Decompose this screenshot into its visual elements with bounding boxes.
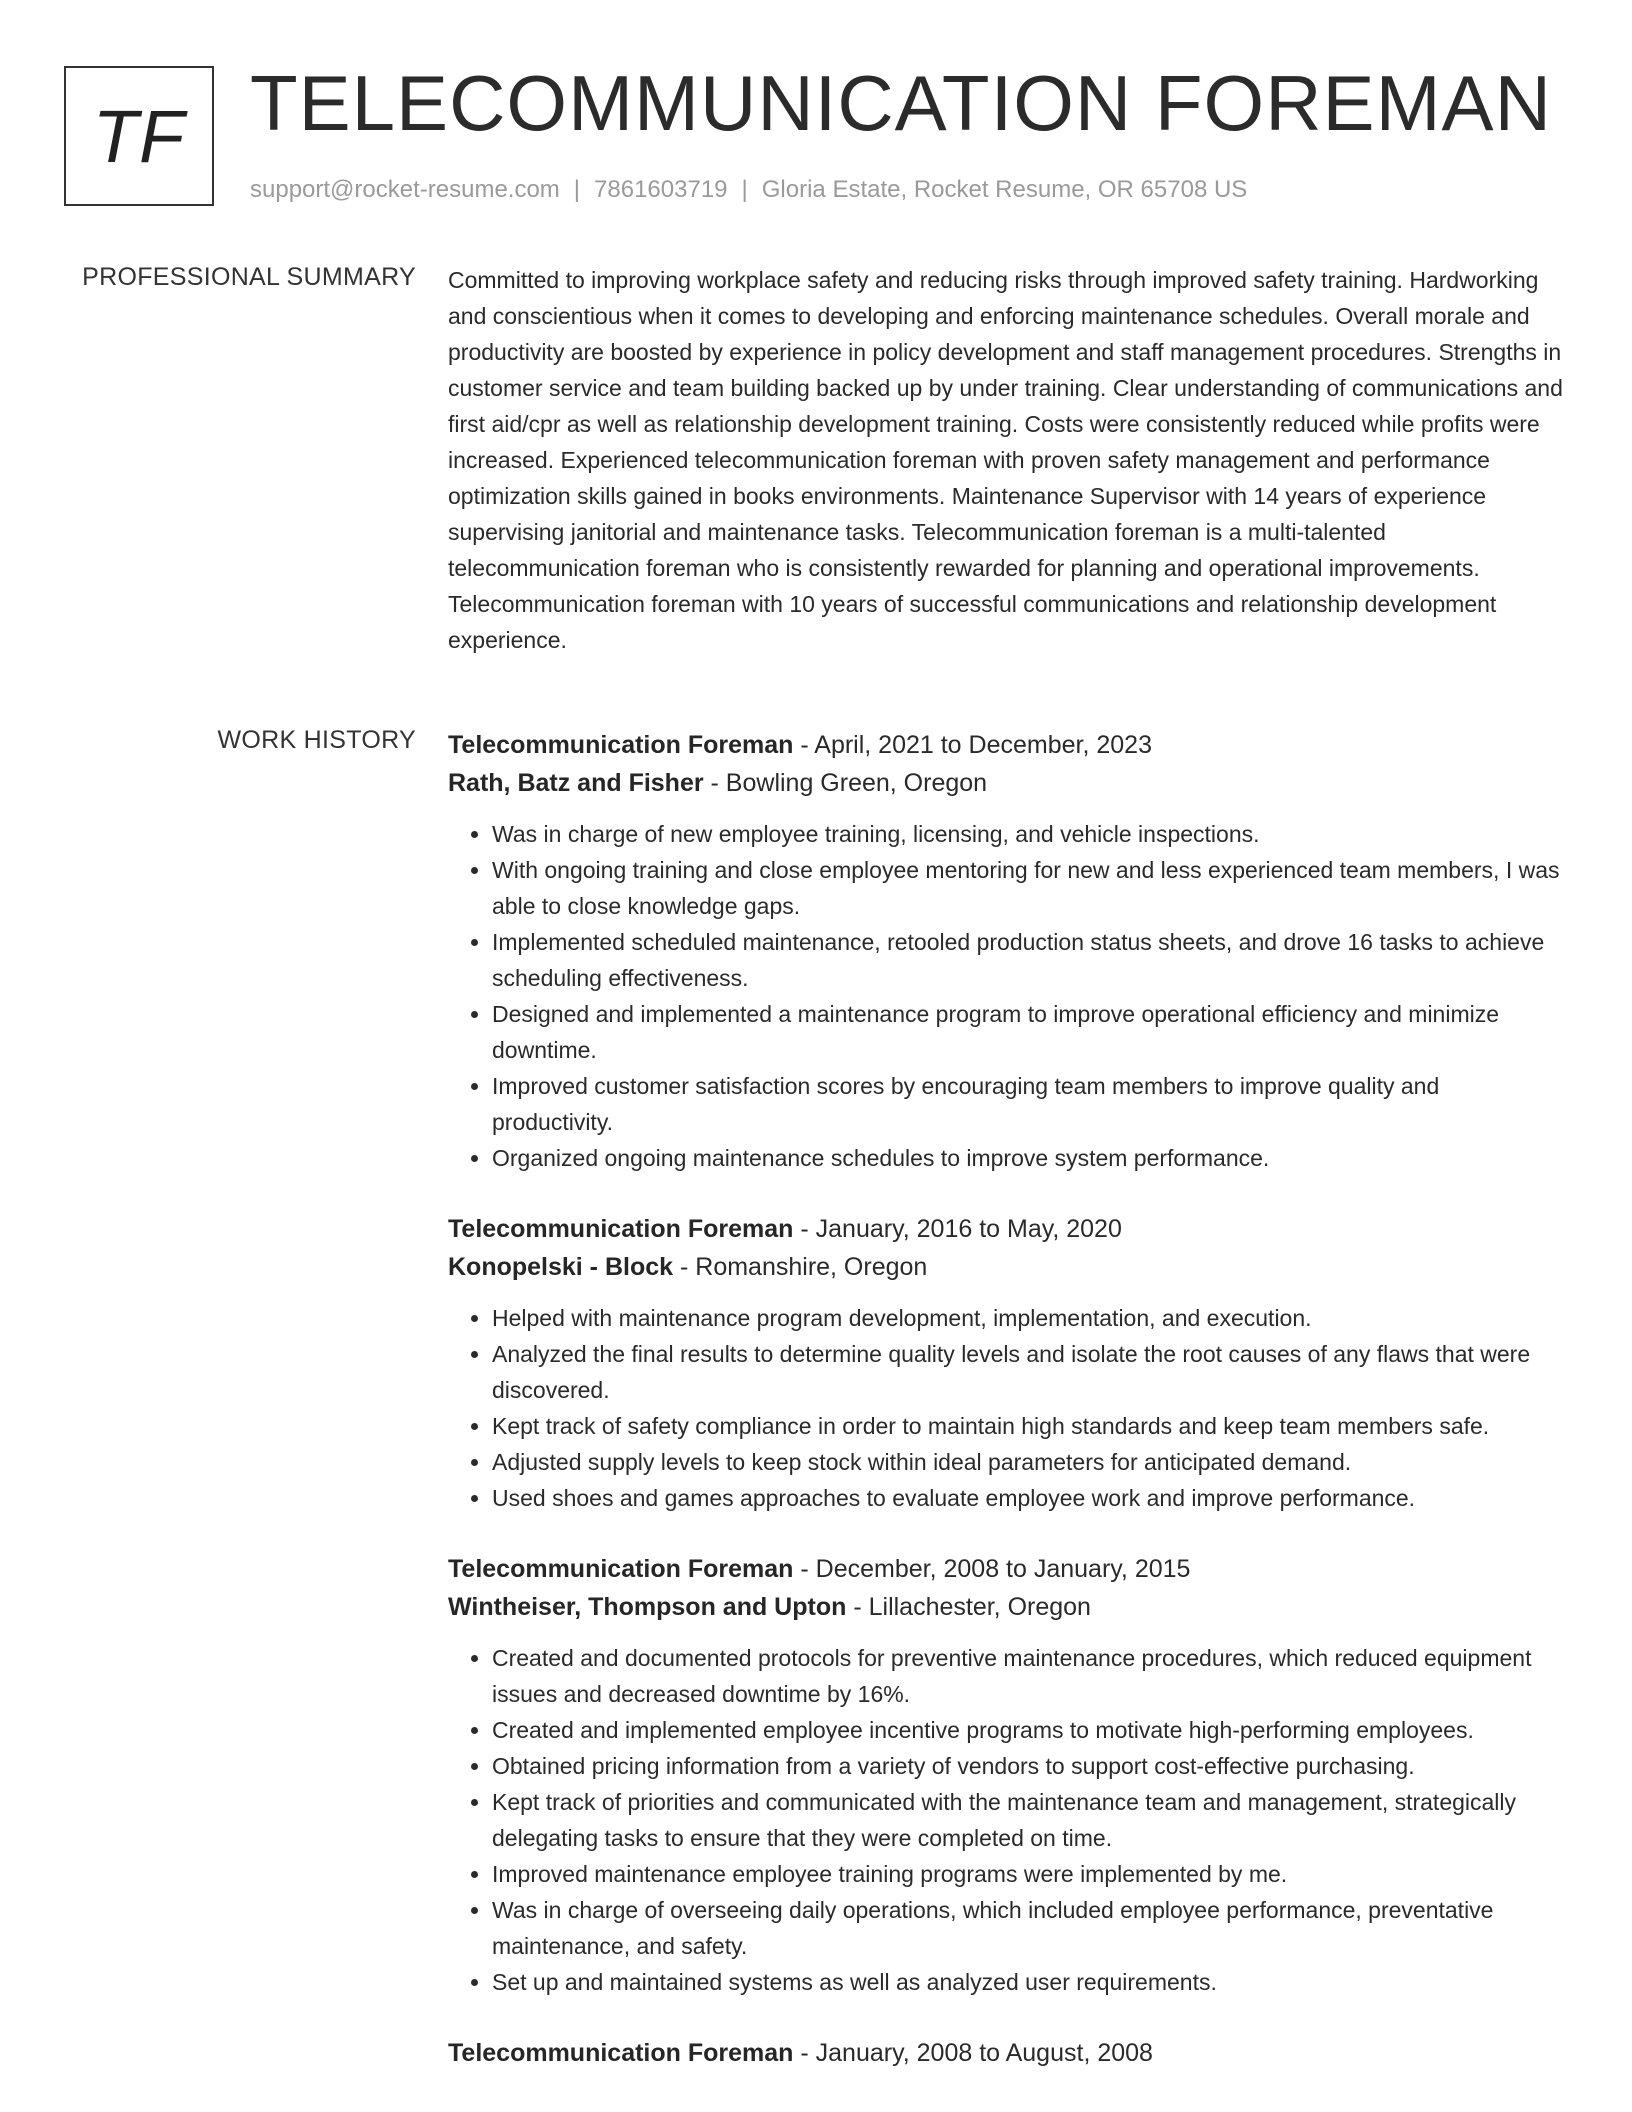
job-duty: • Set up and maintained systems as well as analyzed user requirements. [492, 1964, 1564, 2000]
job-company: Wintheiser, Thompson and Upton [448, 1593, 847, 1621]
job-duty: • Helped with maintenance program development, implementation, and execution. [492, 1300, 1564, 1336]
job-duty: • Used shoes and games approaches to evaluate employee work and improve performance. [492, 1480, 1564, 1516]
resume-title: TELECOMMUNICATION FOREMAN [250, 59, 1552, 147]
contact-separator: | [573, 176, 581, 203]
job-duty: • Kept track of priorities and communicated with the maintenance team and management, strategically delegating tasks to ensure that they were completed on time. [492, 1784, 1564, 1856]
job-duty: • Created and documented protocols for preventive maintenance procedures, which reduced equipment issues and decreased downtime by 16%. [492, 1640, 1564, 1712]
job-duty: • Analyzed the final results to determine quality levels and isolate the root causes of any flaws that were discovered. [492, 1336, 1564, 1408]
job-company-line [448, 1248, 1564, 1286]
job-duty: • Improved customer satisfaction scores by encouraging team members to improve quality and productivity. [492, 1068, 1564, 1140]
job-title-line [448, 726, 1564, 764]
job-duty: • Adjusted supply levels to keep stock within ideal parameters for anticipated demand. [492, 1444, 1564, 1480]
job-duties-list [448, 816, 1564, 1176]
summary-body [448, 262, 1564, 658]
job-dates: - January, 2016 to May, 2020 [793, 1215, 1122, 1243]
job-duty: • Organized ongoing maintenance schedules to improve system performance. [492, 1140, 1564, 1176]
job-entry [448, 1210, 1564, 1516]
job-company-line [448, 1588, 1564, 1626]
job-duty: • Was in charge of new employee training, licensing, and vehicle inspections. [492, 816, 1564, 852]
contact-phone: 7861603719 [594, 176, 728, 203]
work-history-body [448, 726, 1564, 2106]
summary-text: Committed to improving workplace safety and reducing risks through improved safety training. Hardworking and conscientious when it comes to developing and enforcing maintenance schedules. Overall morale and productivity are boosted by experience in policy development and staff management procedures. Strengths in customer service and team building backed up by under training. Clear understanding of communications and first aid/cpr as well as relationship development training. Costs were consistently reduced while profits were increased. Experienced telecommunication foreman with proven safety management and performance optimization skills gained in books environments. Maintenance Supervisor with 14 years of experience supervising janitorial and maintenance tasks. Telecommunication foreman is a multi-talented telecommunication foreman who is consistently rewarded for planning and operational improvements. Telecommunication foreman with 10 years of successful communications and relationship development experience. [448, 267, 1563, 653]
contact-address: Gloria Estate, Rocket Resume, OR 65708 US [761, 176, 1248, 203]
job-title: Telecommunication Foreman [448, 1555, 794, 1583]
job-entry [448, 726, 1564, 1176]
job-title-line [448, 2034, 1564, 2072]
contact-separator: | [741, 176, 748, 203]
job-dates: - April, 2021 to December, 2023 [793, 731, 1152, 759]
job-title: Telecommunication Foreman [448, 731, 794, 759]
job-duty: • Kept track of safety compliance in order to maintain high standards and keep team members safe. [492, 1408, 1564, 1444]
job-duty: • Created and implemented employee incentive programs to motivate high-performing employees. [492, 1712, 1564, 1748]
section-label-work-history: WORK HISTORY [217, 726, 416, 754]
job-title-line [448, 1550, 1564, 1588]
job-location: - Romanshire, Oregon [673, 1253, 928, 1281]
job-location: - Bowling Green, Oregon [703, 769, 988, 797]
job-title: Telecommunication Foreman [448, 2039, 794, 2067]
contact-email: support@rocket-resume.com [250, 176, 560, 203]
job-company: Rath, Batz and Fisher [448, 769, 704, 797]
job-dates: - January, 2008 to August, 2008 [793, 2039, 1153, 2067]
job-duty: • Designed and implemented a maintenance program to improve operational efficiency and minimize downtime. [492, 996, 1564, 1068]
job-title: Telecommunication Foreman [448, 1215, 794, 1243]
job-title-line [448, 1210, 1564, 1248]
job-duties-list [448, 1300, 1564, 1516]
job-company: Konopelski - Block [448, 1253, 674, 1281]
contact-line [250, 176, 1247, 204]
monogram-logo: TF [64, 66, 214, 206]
job-company-line [448, 764, 1564, 802]
job-dates: - December, 2008 to January, 2015 [793, 1555, 1191, 1583]
job-duty: • With ongoing training and close employee mentoring for new and less experienced team members, I was able to close knowledge gaps. [492, 852, 1564, 924]
job-duty: • Obtained pricing information from a variety of vendors to support cost-effective purchasing. [492, 1748, 1564, 1784]
job-entry [448, 2034, 1564, 2072]
job-duty: • Improved maintenance employee training programs were implemented by me. [492, 1856, 1564, 1892]
job-duties-list [448, 1640, 1564, 2000]
job-duty: • Was in charge of overseeing daily operations, which included employee performance, preventative maintenance, and safety. [492, 1892, 1564, 1964]
job-entry [448, 1550, 1564, 2000]
section-label-summary: PROFESSIONAL SUMMARY [82, 263, 416, 291]
job-duty: • Implemented scheduled maintenance, retooled production status sheets, and drove 16 tasks to achieve scheduling effectiveness. [492, 924, 1564, 996]
job-location: - Lillachester, Oregon [846, 1593, 1091, 1621]
